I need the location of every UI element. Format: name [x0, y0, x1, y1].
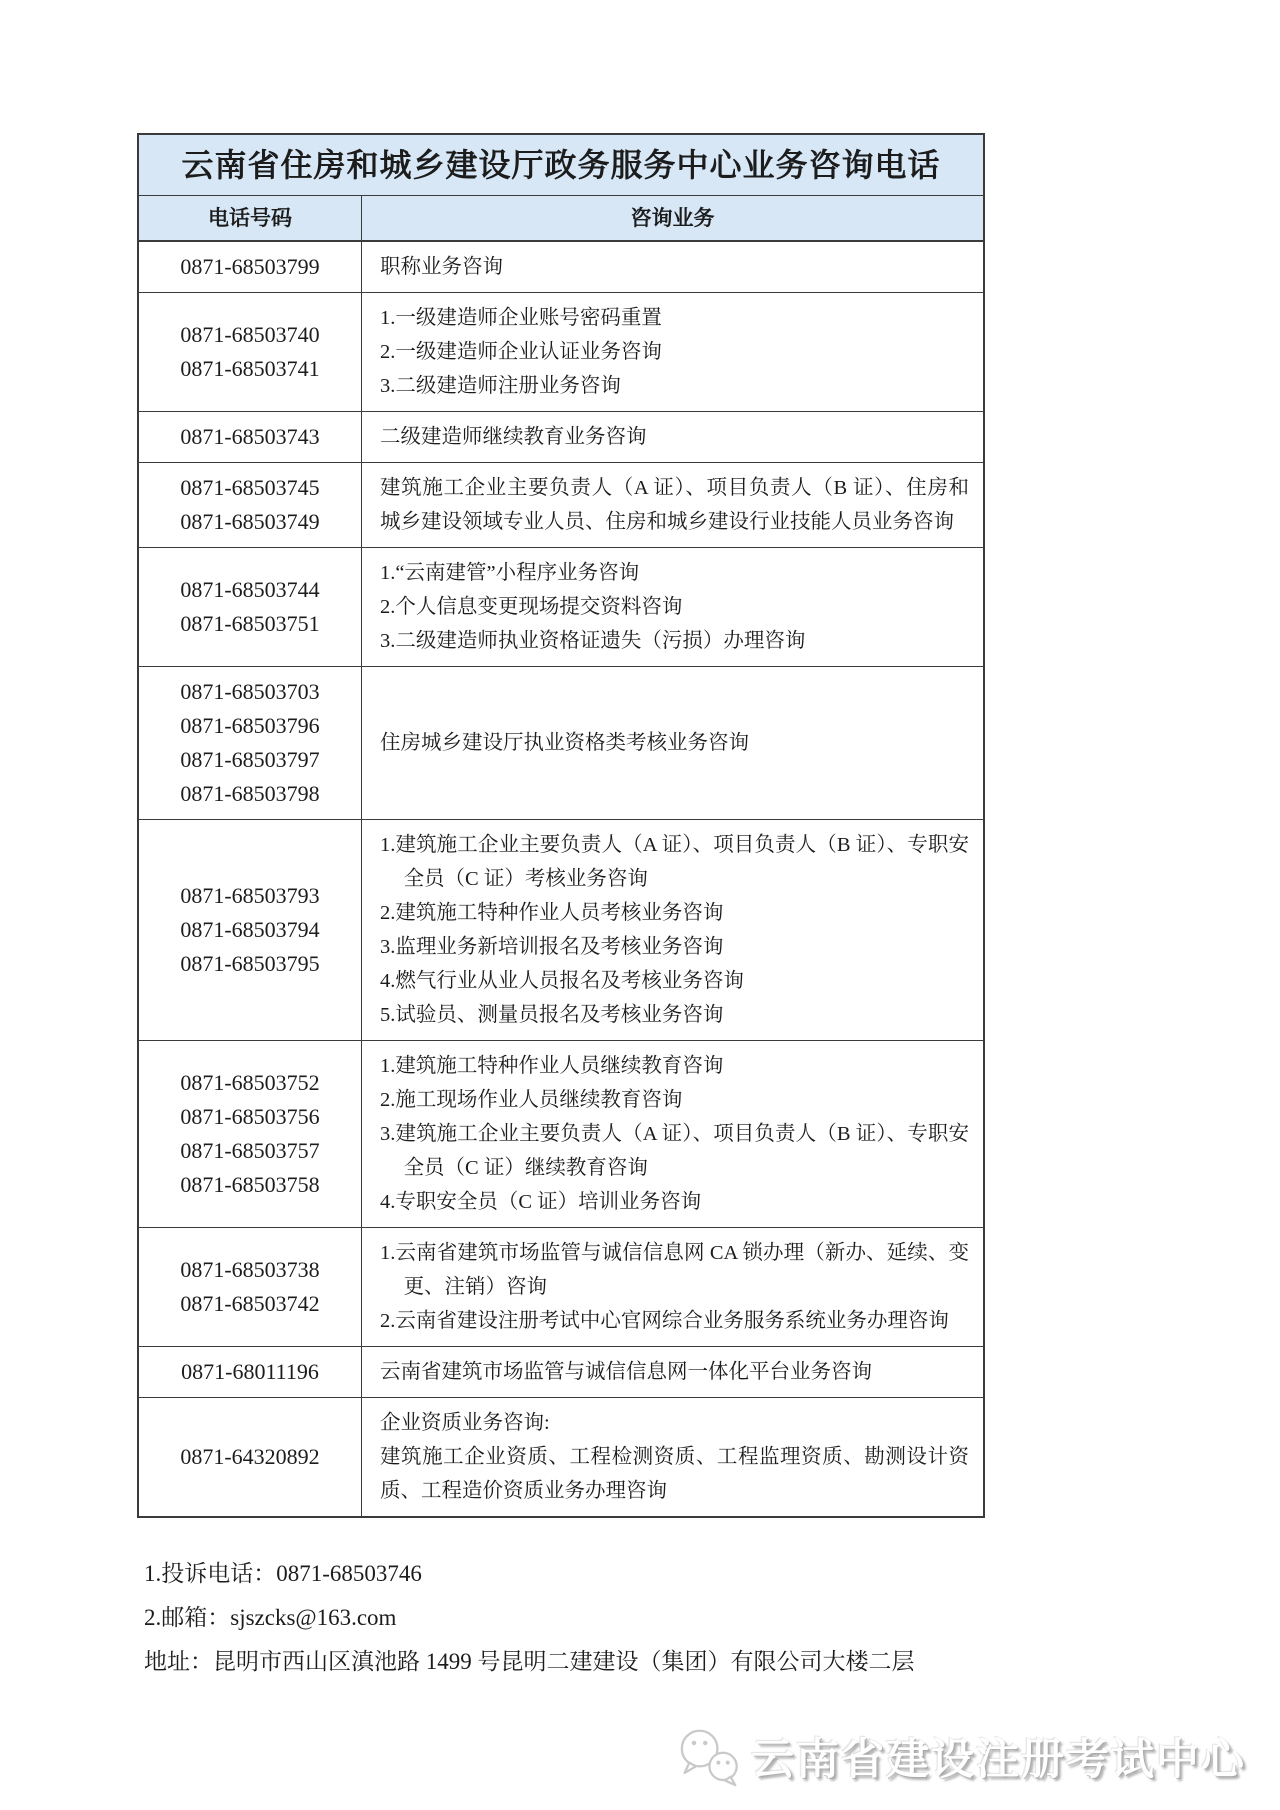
service-line: 5.试验员、测量员报名及考核业务咨询 [380, 1004, 724, 1026]
table-row [139, 1398, 983, 1516]
service-line: 1.一级建造师企业账号密码重置 [380, 307, 662, 329]
phone-number: 0871-68503794 [180, 917, 320, 942]
watermark-label: 云南省建设注册考试中心 [751, 1736, 1246, 1784]
service-cell [362, 667, 983, 819]
table-row [139, 463, 983, 548]
service-cell [362, 820, 983, 1040]
service-line: 3.建筑施工企业主要负责人（A 证）、项目负责人（B 证）、专职安全员（C 证）继续教育咨询 [380, 1123, 969, 1179]
phone-cell [139, 820, 362, 1040]
table-row [139, 242, 983, 293]
service-line: 2.建筑施工特种作业人员考核业务咨询 [380, 902, 724, 924]
phone-number: 0871-68503758 [180, 1172, 320, 1197]
service-cell [362, 1228, 983, 1346]
service-cell [362, 293, 983, 411]
phone-number: 0871-68503757 [180, 1138, 320, 1163]
phone-number: 0871-68503798 [180, 781, 320, 806]
service-line: 3.二级建造师执业资格证遗失（污损）办理咨询 [380, 630, 806, 652]
phone-table-body [139, 242, 983, 1516]
phone-number: 0871-68503740 [180, 322, 320, 347]
phone-number: 0871-68503703 [180, 679, 320, 704]
phone-table [137, 133, 985, 1518]
service-line: 2.云南省建设注册考试中心官网综合业务服务系统业务办理咨询 [380, 1310, 949, 1332]
service-line: 4.专职安全员（C 证）培训业务咨询 [380, 1191, 702, 1213]
table-row [139, 548, 983, 667]
table-row [139, 1347, 983, 1398]
phone-cell [139, 1398, 362, 1516]
service-line: 1.云南省建筑市场监管与诚信信息网 CA 锁办理（新办、延续、变更、注销）咨询 [380, 1242, 969, 1298]
phone-number: 0871-68503751 [180, 611, 320, 636]
phone-cell [139, 242, 362, 292]
phone-number: 0871-68503742 [180, 1291, 320, 1316]
phone-number: 0871-68503752 [180, 1070, 320, 1095]
service-cell [362, 1398, 983, 1516]
phone-number: 0871-68503799 [180, 254, 320, 279]
phone-cell [139, 1347, 362, 1397]
phone-number: 0871-64320892 [180, 1444, 320, 1469]
column-header-service: 咨询业务 [630, 206, 715, 230]
phone-number: 0871-68503795 [180, 951, 320, 976]
phone-cell [139, 293, 362, 411]
phone-cell [139, 548, 362, 666]
phone-number: 0871-68503741 [180, 356, 320, 381]
service-cell [362, 412, 983, 462]
phone-number: 0871-68503756 [180, 1104, 320, 1129]
email-note: 2.邮箱：sjszcks@163.com [144, 1605, 397, 1630]
phone-number: 0871-68503738 [180, 1257, 320, 1282]
phone-number: 0871-68503797 [180, 747, 320, 772]
phone-cell [139, 1228, 362, 1346]
phone-number: 0871-68503793 [180, 883, 320, 908]
phone-number: 0871-68503749 [180, 509, 320, 534]
service-line: 建筑施工企业资质、工程检测资质、工程监理资质、勘测设计资质、工程造价资质业务办理咨询 [380, 1446, 969, 1502]
phone-cell [139, 412, 362, 462]
wechat-icon [675, 1727, 743, 1787]
service-line: 4.燃气行业从业人员报名及考核业务咨询 [380, 970, 744, 992]
service-line: 二级建造师继续教育业务咨询 [380, 426, 647, 448]
phone-number: 0871-68503744 [180, 577, 320, 602]
table-row [139, 1228, 983, 1347]
service-line: 建筑施工企业主要负责人（A 证）、项目负责人（B 证）、住房和城乡建设领域专业人员、住房和城乡建设行业技能人员业务咨询 [380, 477, 969, 533]
service-line: 云南省建筑市场监管与诚信信息网一体化平台业务咨询 [380, 1361, 872, 1383]
service-line: 3.二级建造师注册业务咨询 [380, 375, 621, 397]
column-header-phone: 电话号码 [139, 196, 362, 240]
complaint-phone-note: 1.投诉电话：0871-68503746 [144, 1561, 422, 1586]
service-line: 1.“云南建管”小程序业务咨询 [380, 562, 640, 584]
phone-number: 0871-68503745 [180, 475, 320, 500]
service-line: 3.监理业务新培训报名及考核业务咨询 [380, 936, 724, 958]
service-line: 2.一级建造师企业认证业务咨询 [380, 341, 662, 363]
table-row [139, 820, 983, 1041]
phone-number: 0871-68503796 [180, 713, 320, 738]
table-row [139, 1041, 983, 1228]
address-note: 地址：昆明市西山区滇池路 1499 号昆明二建建设（集团）有限公司大楼二层 [144, 1649, 915, 1674]
service-line: 住房城乡建设厅执业资格类考核业务咨询 [380, 732, 749, 754]
service-line: 2.施工现场作业人员继续教育咨询 [380, 1089, 683, 1111]
phone-cell [139, 1041, 362, 1227]
service-cell [362, 463, 983, 547]
watermark [675, 1726, 1246, 1787]
phone-cell [139, 667, 362, 819]
table-header-row [139, 196, 983, 242]
service-line: 1.建筑施工特种作业人员继续教育咨询 [380, 1055, 724, 1077]
phone-cell [139, 463, 362, 547]
table-row [139, 412, 983, 463]
table-row [139, 293, 983, 412]
phone-number: 0871-68011196 [181, 1359, 319, 1384]
service-cell [362, 242, 983, 292]
service-line: 职称业务咨询 [380, 256, 503, 278]
phone-number: 0871-68503743 [180, 424, 320, 449]
service-cell [362, 548, 983, 666]
table-row [139, 667, 983, 820]
service-line: 2.个人信息变更现场提交资料咨询 [380, 596, 683, 618]
footer-notes [144, 1552, 1144, 1684]
service-line: 1.建筑施工企业主要负责人（A 证）、项目负责人（B 证）、专职安全员（C 证）考核业务咨询 [380, 834, 969, 890]
service-cell [362, 1347, 983, 1397]
table-title: 云南省住房和城乡建设厅政务服务中心业务咨询电话 [139, 135, 983, 196]
service-cell [362, 1041, 983, 1227]
service-line: 企业资质业务咨询: [380, 1412, 550, 1434]
